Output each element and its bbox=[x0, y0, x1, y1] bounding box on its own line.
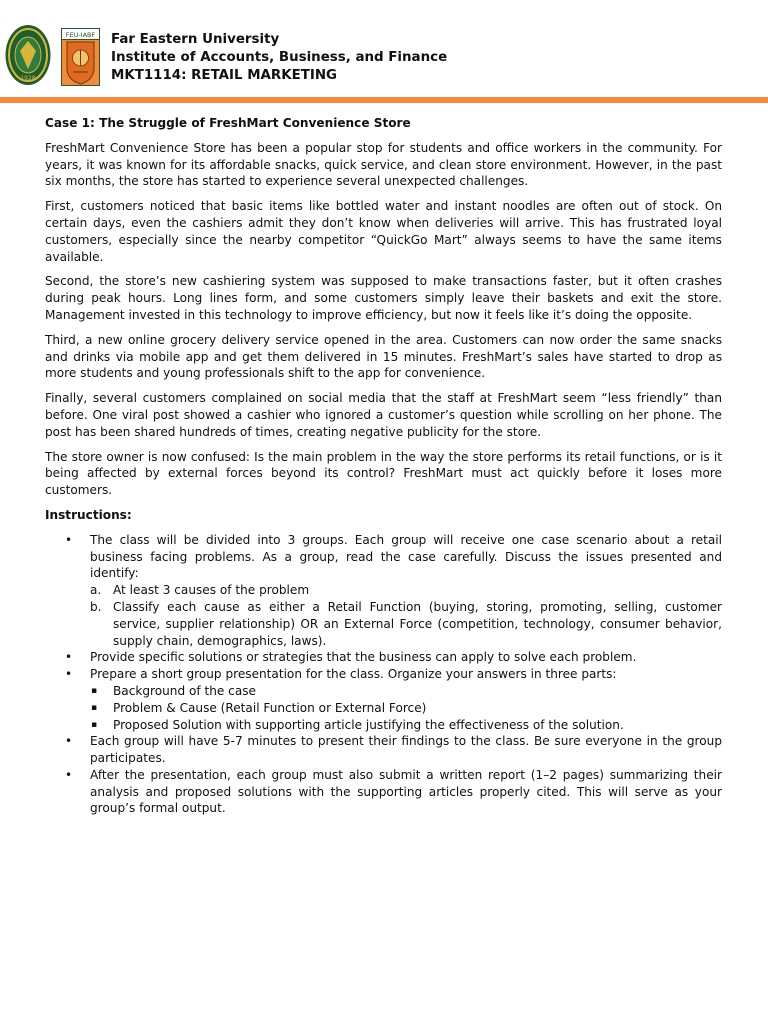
square-bullet-icon: ▪ bbox=[91, 719, 98, 730]
case-paragraph: Third, a new online grocery delivery service opened in the area. Customers can now order the same snacks and drinks via mobile app and get them delivered in 15 minutes. FreshMart’s sales have started to drop as more students and young professionals shift to the app for convenience. bbox=[45, 332, 722, 381]
square-bullet-icon: ▪ bbox=[91, 685, 98, 696]
bullet-icon: • bbox=[65, 767, 73, 782]
case-paragraph: FreshMart Convenience Store has been a popular stop for students and office workers in the community. For years, it was known for its affordable snacks, quick service, and clean store environment. However, in the past six months, the store has started to experience several unexpected challenges. bbox=[45, 140, 722, 189]
sub-list bbox=[45, 582, 722, 649]
header-divider bbox=[0, 97, 768, 103]
square-bullet-icon: ▪ bbox=[91, 702, 98, 713]
header-title-block bbox=[111, 31, 447, 85]
case-paragraph: Second, the store’s new cashiering system was supposed to make transactions faster, but it often crashes during peak hours. Long lines form, and some customers simply leave their baskets and exit the store. Management invested in this technology to improve efficiency, but now it feels like it’s doing the opposite. bbox=[45, 274, 722, 322]
instruction-item: • Provide specific solutions or strategies that the business can apply to solve each problem. bbox=[65, 650, 637, 665]
part-item: ▪ Problem & Cause (Retail Function or External Force) bbox=[91, 700, 427, 715]
bullet-icon: • bbox=[65, 734, 73, 749]
instruction-item: • After the presentation, each group must also submit a written report (1–2 pages) summarizing their analysis and proposed solutions with the supporting articles properly cited. This will serve as your group’s formal output. bbox=[65, 767, 722, 816]
sub-item: a. At least 3 causes of the problem bbox=[90, 583, 310, 598]
instruction-item: • Each group will have 5-7 minutes to present their findings to the class. Be sure everyone in the group participates. bbox=[65, 734, 722, 766]
instruction-sublist bbox=[45, 683, 722, 733]
feu-iabf-logo bbox=[61, 28, 100, 86]
bullet-icon: • bbox=[65, 650, 73, 665]
svg-text:FEU-IABF: FEU-IABF bbox=[65, 31, 96, 39]
institute-name: Institute of Accounts, Business, and Finance bbox=[111, 50, 448, 65]
feu-seal-logo bbox=[5, 24, 51, 86]
instruction-item: • Prepare a short group presentation for the class. Organize your answers in three parts: bbox=[65, 667, 617, 682]
course-title: MKT1114: RETAIL MARKETING bbox=[111, 68, 338, 83]
bullet-icon: • bbox=[65, 667, 73, 682]
sub-item: b. Classify each cause as either a Retail Function (buying, storing, promoting, selling, customer service, supplier relationship) OR an External Force (competition, technology, consumer behavior, supply chain, demographics, laws). bbox=[90, 599, 722, 648]
bullet-icon: • bbox=[65, 532, 73, 547]
instructions-heading: Instructions: bbox=[45, 507, 132, 522]
part-item: ▪ Background of the case bbox=[91, 683, 256, 698]
case-paragraph: Finally, several customers complained on social media that the staff at FreshMart seem “less friendly” than before. One viral post showed a cashier who ignored a customer’s question while scrolling on her phone. The post has been shared hundreds of times, creating negative publicity for the store. bbox=[45, 391, 722, 439]
case-title: Case 1: The Struggle of FreshMart Convenience Store bbox=[45, 116, 411, 130]
page-header bbox=[0, 0, 768, 96]
university-name: Far Eastern University bbox=[111, 32, 280, 47]
part-item: ▪ Proposed Solution with supporting article justifying the effectiveness of the solution. bbox=[91, 717, 624, 732]
instruction-item: • The class will be divided into 3 groups. Each group will receive one case scenario about a retail business facing problems. As a group, read the case carefully. Discuss the issues presented and identify: bbox=[65, 532, 722, 581]
document-body bbox=[45, 115, 722, 817]
presentation-parts-list bbox=[45, 683, 722, 733]
instructions-list bbox=[45, 532, 722, 818]
instruction-sublist bbox=[45, 582, 722, 649]
svg-text:1928: 1928 bbox=[20, 75, 36, 82]
case-paragraph: The store owner is now confused: Is the main problem in the way the store performs its retail functions, or is it being affected by external forces beyond its control? FreshMart must act quickly before it loses more customers. bbox=[45, 449, 722, 498]
case-paragraph: First, customers noticed that basic items like bottled water and instant noodles are often out of stock. On certain days, even the cashiers admit they don’t know when deliveries will arrive. This has frustrated loyal customers, especially since the nearby competitor “QuickGo Mart” always seems to have the same items available. bbox=[45, 199, 722, 264]
